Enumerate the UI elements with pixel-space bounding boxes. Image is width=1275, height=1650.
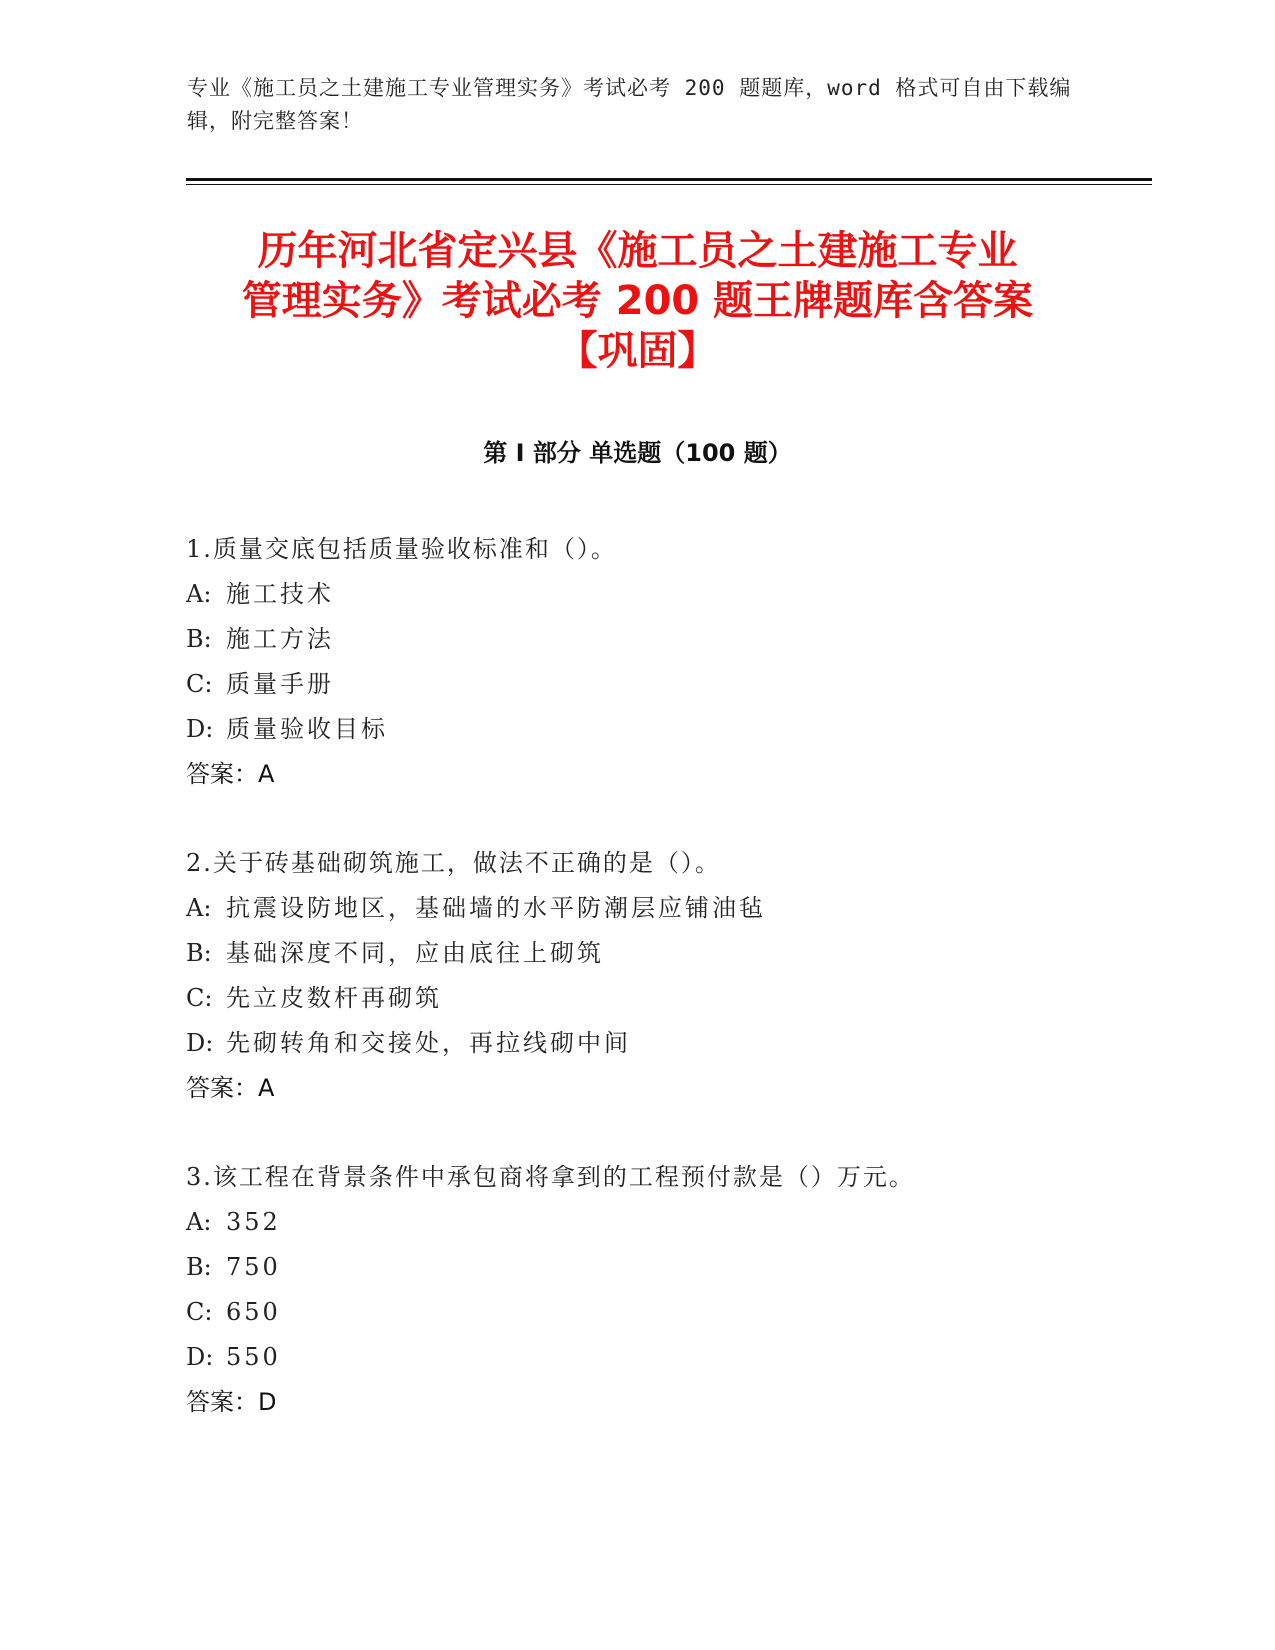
option-text: 质量手册 <box>226 670 334 698</box>
header-rule-thick <box>186 178 1152 181</box>
option-key: B: <box>186 939 212 967</box>
option-a <box>186 886 1086 931</box>
option-text: 施工技术 <box>226 580 334 608</box>
option-text: 650 <box>226 1298 281 1326</box>
question-stem: 1.质量交底包括质量验收标准和（）。 <box>186 535 617 563</box>
option-c <box>186 1290 1086 1335</box>
option-text: 550 <box>226 1343 281 1371</box>
option-text: 352 <box>226 1208 281 1236</box>
option-text: 先立皮数杆再砌筑 <box>226 984 442 1012</box>
option-text: 抗震设防地区，基础墙的水平防潮层应铺油毡 <box>226 894 766 922</box>
question-stem: 3.该工程在背景条件中承包商将拿到的工程预付款是（）万元。 <box>186 1163 915 1191</box>
section-heading: 第 I 部分 单选题（100 题） <box>483 439 792 467</box>
question-item <box>186 1155 1086 1425</box>
title-line-1: 历年河北省定兴县《施工员之土建施工专业 <box>257 228 1018 274</box>
option-key: B: <box>186 625 212 653</box>
question-item <box>186 841 1086 1111</box>
option-a <box>186 1200 1086 1245</box>
question-item <box>186 527 1086 797</box>
document-title <box>160 226 1115 376</box>
option-c <box>186 662 1086 707</box>
question-list <box>186 527 1086 1425</box>
option-d <box>186 1021 1086 1066</box>
option-c <box>186 976 1086 1021</box>
option-key: C: <box>186 1298 213 1326</box>
option-key: D: <box>186 1343 214 1371</box>
option-b <box>186 617 1086 662</box>
answer-line: 答案：D <box>186 1388 277 1416</box>
option-key: D: <box>186 715 214 743</box>
option-d <box>186 707 1086 752</box>
title-line-3: 【巩固】 <box>557 328 718 374</box>
option-b <box>186 1245 1086 1290</box>
option-text: 施工方法 <box>226 625 334 653</box>
option-key: D: <box>186 1029 214 1057</box>
question-stem: 2.关于砖基础砌筑施工，做法不正确的是（）。 <box>186 849 721 877</box>
option-text: 基础深度不同，应由底往上砌筑 <box>226 939 604 967</box>
header-note: 专业《施工员之土建施工专业管理实务》考试必考 200 题题库，word 格式可自由下载编辑，附完整答案！ <box>187 76 1072 133</box>
option-key: A: <box>186 894 212 922</box>
option-text: 750 <box>226 1253 281 1281</box>
option-key: C: <box>186 670 213 698</box>
option-b <box>186 931 1086 976</box>
title-line-2: 管理实务》考试必考 200 题王牌题库含答案 <box>241 278 1034 324</box>
option-text: 先砌转角和交接处，再拉线砌中间 <box>226 1029 631 1057</box>
option-key: A: <box>186 1208 212 1236</box>
option-text: 质量验收目标 <box>226 715 388 743</box>
option-d <box>186 1335 1086 1380</box>
option-key: A: <box>186 580 212 608</box>
option-key: B: <box>186 1253 212 1281</box>
option-key: C: <box>186 984 213 1012</box>
option-a <box>186 572 1086 617</box>
header-rule-thin <box>186 184 1152 185</box>
answer-line: 答案：A <box>186 760 275 788</box>
answer-line: 答案：A <box>186 1074 275 1102</box>
